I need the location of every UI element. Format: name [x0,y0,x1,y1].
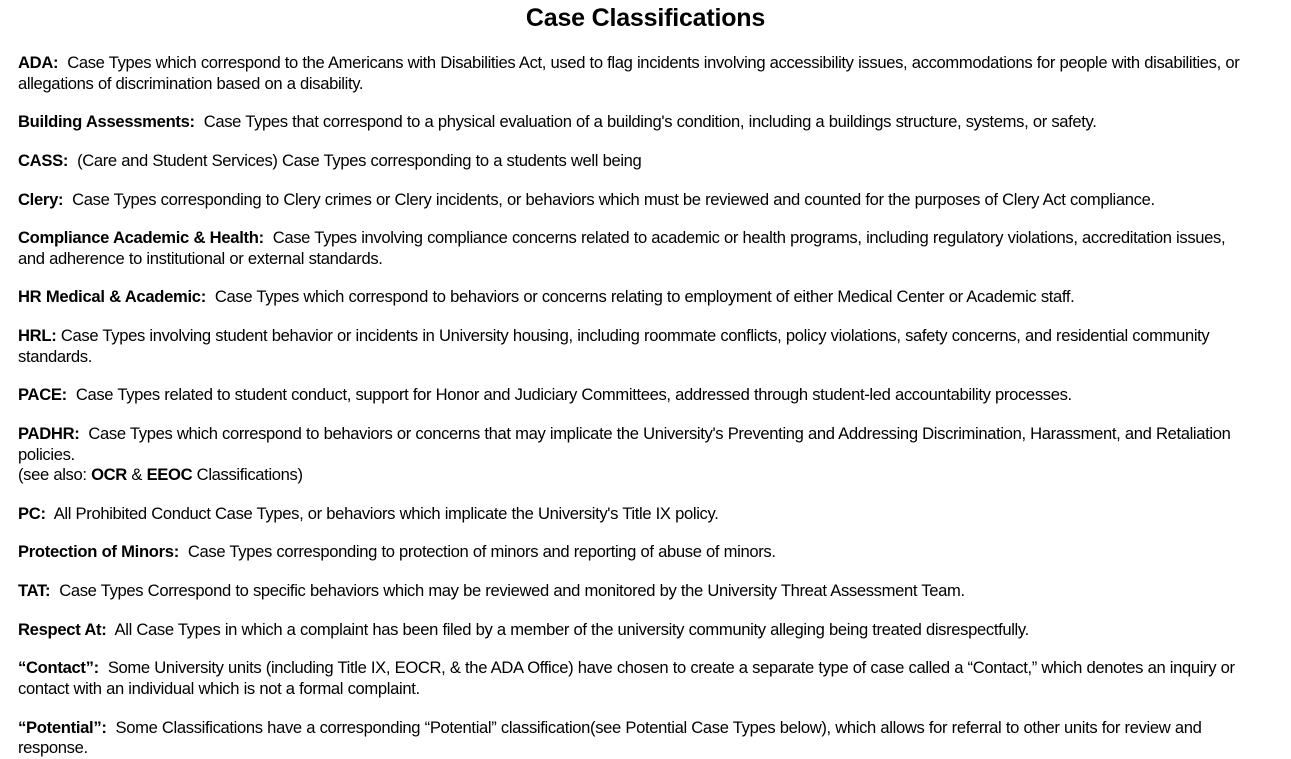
classification-entry-respect-at [18,620,1255,641]
see-also-ocr: OCR [91,465,127,484]
term-description: Case Types corresponding to Clery crimes or Clery incidents, or behaviors which must be reviewed and counted for the purposes of Clery Act compliance. [72,189,1155,209]
term-description: Case Types which correspond to behaviors or concerns that may implicate the University's Preventing and Addressing Discrimination, Harassment, and Retaliation policies. [18,424,1231,464]
see-also-separator: & [126,465,147,484]
classification-entry-pc [18,504,1255,525]
padhr-see-also-note [18,465,1255,486]
term-description: All Case Types in which a complaint has been filed by a member of the university community alleging being treated disrespectfully. [114,619,1029,639]
classification-entry-contact [18,658,1255,699]
term-label: Compliance Academic & Health: [18,228,264,248]
classification-list [0,53,1291,759]
classification-entry-ada [18,53,1255,94]
term-description: Case Types Correspond to specific behaviors which may be reviewed and monitored by the University Threat Assessment Team. [59,581,965,601]
term-description: Case Types involving compliance concerns related to academic or health programs, including regulatory violations, accreditation issues, and adherence to institutional or external standards. [18,228,1226,268]
term-label: Clery: [18,189,64,209]
classification-entry-hr-medical-academic [18,287,1255,308]
term-label: Respect At: [18,619,107,639]
term-label: PC: [18,503,46,523]
term-label: HRL: [18,326,57,346]
page-title: Case Classifications [525,4,766,32]
see-also-prefix: (see also: [18,465,92,484]
term-label: CASS: [18,150,69,170]
term-description: Case Types corresponding to protection of minors and reporting of abuse of minors. [187,542,776,562]
term-label: Building Assessments: [18,112,195,132]
term-description: All Prohibited Conduct Case Types, or behaviors which implicate the University's Title IX policy. [53,503,719,523]
classification-entry-hrl [18,326,1255,367]
see-also-eeoc: EEOC [146,465,193,484]
term-description: Case Types related to student conduct, support for Honor and Judiciary Committees, addressed through student-led accountability processes. [75,385,1072,405]
term-label: PACE: [18,385,67,405]
classification-entry-protection-of-minors [18,542,1255,563]
term-description: Case Types which correspond to behaviors or concerns relating to employment of either Medical Center or Academic staff. [214,287,1075,307]
term-description: Case Types that correspond to a physical evaluation of a building's condition, including a buildings structure, systems, or safety. [203,112,1097,132]
term-description: Some University units (including Title IX, EOCR, & the ADA Office) have chosen to create a separate type of case called a “Contact,” which denotes an inquiry or contact with an individual which is not a formal complaint. [18,658,1235,698]
term-label: ADA: [18,53,59,72]
term-label: TAT: [18,581,51,601]
classification-entry-tat [18,581,1255,602]
classification-entry-pace [18,385,1255,406]
term-label: “Potential”: [18,717,107,737]
classification-entry-compliance-academic-health [18,228,1255,269]
term-description: Some Classifications have a corresponding “Potential” classification(see Potential Case Types below), which allows for referral to other units for review and response. [18,717,1202,758]
classification-entry-padhr [18,424,1255,486]
term-label: Protection of Minors: [18,542,179,562]
term-label: PADHR: [18,424,80,443]
classification-entry-building-assessments [18,112,1255,133]
term-description: Case Types involving student behavior or incidents in University housing, including roommate conflicts, policy violations, safety concerns, and residential community standards. [18,326,1210,366]
term-label: HR Medical & Academic: [18,287,206,307]
term-description: (Care and Student Services) Case Types corresponding to a students well being [77,150,642,170]
term-label: “Contact”: [18,658,99,678]
classification-entry-clery [18,190,1255,211]
term-description: Case Types which correspond to the Americans with Disabilities Act, used to flag incidents involving accessibility issues, accommodations for people with disabilities, or allegations of discrimination based on a disability. [18,53,1240,93]
see-also-suffix: Classifications) [192,465,303,484]
classification-entry-potential [18,718,1255,759]
classification-entry-cass [18,151,1255,172]
